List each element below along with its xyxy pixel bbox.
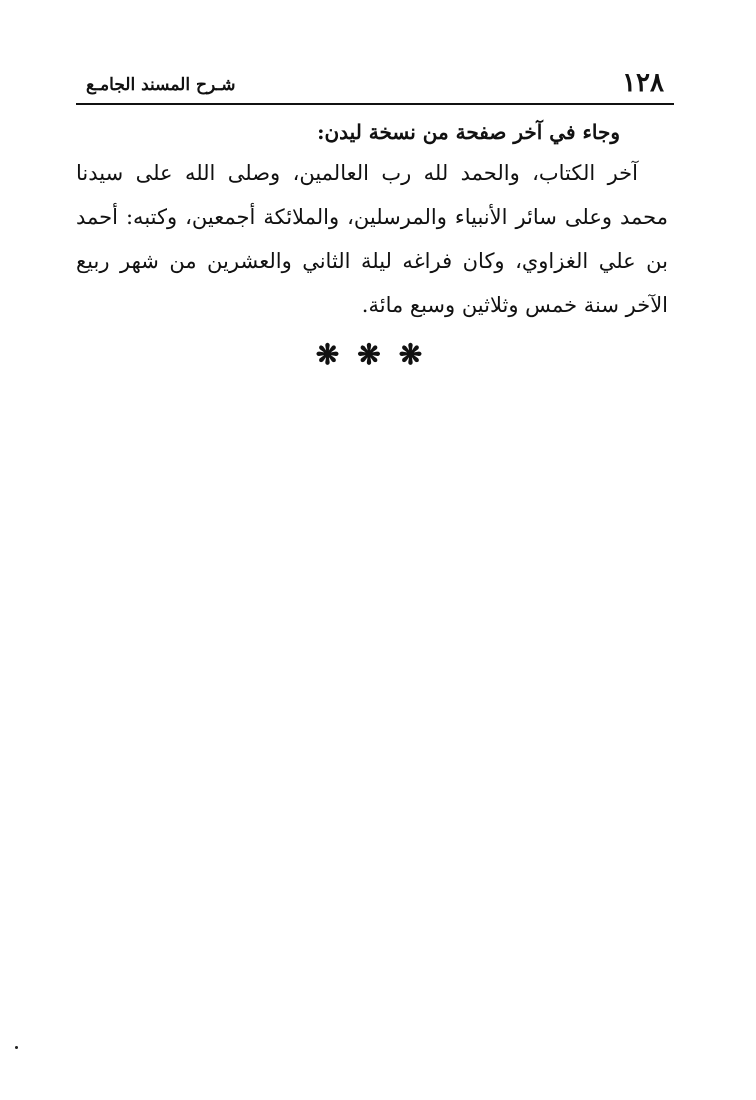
intro-line: وجاء في آخر صفحة من نسخة ليدن:: [317, 120, 620, 144]
running-head: [76, 66, 674, 102]
book-title: شـرح المسند الجامـع: [86, 75, 236, 95]
section-ornament: ❋❋❋: [315, 338, 441, 371]
body-text: [76, 113, 668, 327]
header-rule: [76, 103, 674, 105]
colophon-paragraph: آخر الكتاب، والحمد لله رب العالمين، وصلى الله على سيدنا محمد وعلى سائر الأنبياء والمرسلين، والملائكة أجمعين، وكتبه: أحمد بن علي الغزاوي، وكان فراغه ليلة الثاني والعشرين من شهر ربيع الآخر سنة خمس وثلاثين وسبع مائة.: [76, 161, 668, 317]
page-number: ١٢٨: [622, 68, 664, 98]
scan-speck: [15, 1046, 18, 1049]
